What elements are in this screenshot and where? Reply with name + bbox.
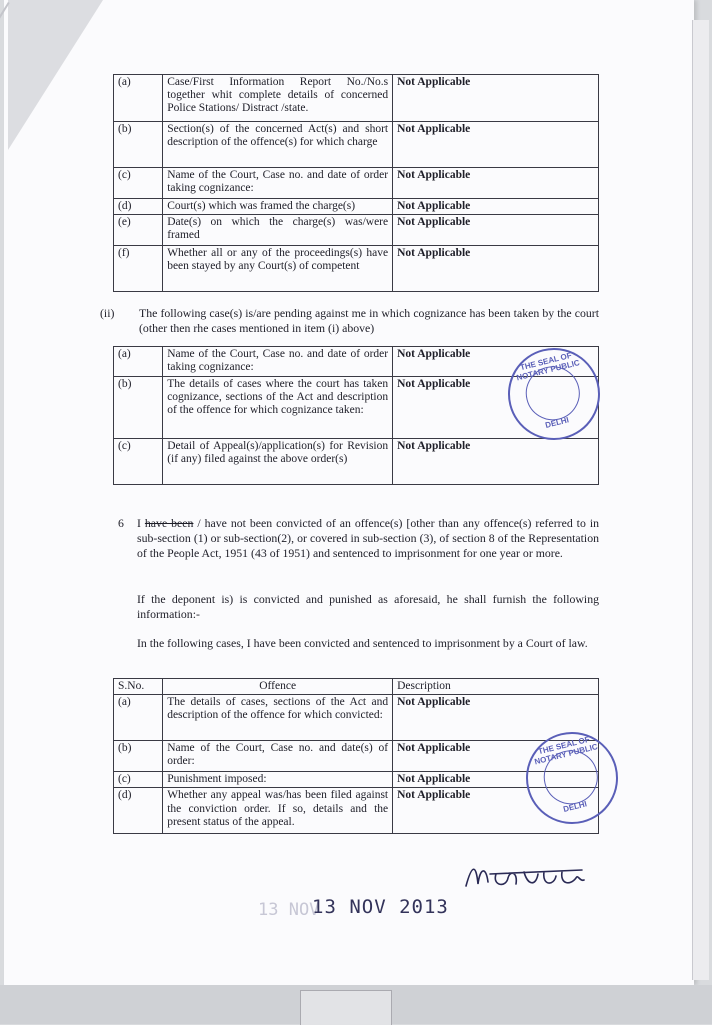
table-row — [114, 168, 599, 199]
row-label: (c) — [114, 168, 163, 199]
row-value: Not Applicable — [393, 788, 599, 834]
row-label: (b) — [114, 377, 163, 439]
page-stack-edge — [692, 20, 709, 980]
handwritten-signature — [462, 856, 592, 901]
column-header: Offence — [163, 679, 393, 695]
row-label: (a) — [114, 695, 163, 741]
row-value: Not Applicable — [393, 215, 599, 246]
row-value: Not Applicable — [393, 168, 599, 199]
row-label: (b) — [114, 122, 163, 168]
row-description: Section(s) of the concerned Act(s) and short description of the offence(s) for which charge — [163, 122, 393, 168]
row-value: Not Applicable — [393, 695, 599, 741]
item-6-pronoun: I — [137, 516, 141, 530]
item-ii-text: The following case(s) is/are pending against me in which cognizance has been taken by the court (other then rhe cases mentioned in item (i) above) — [139, 306, 599, 335]
conviction-paragraph: In the following cases, I have been convicted and sentenced to imprisonment by a Court of law. — [137, 636, 588, 650]
row-label: (e) — [114, 215, 163, 246]
column-header: S.No. — [114, 679, 163, 695]
table-row — [114, 788, 599, 834]
row-value: Not Applicable — [393, 439, 599, 485]
table-row — [114, 122, 599, 168]
deponent-paragraph: If the deponent is) is convicted and punished as aforesaid, he shall furnish the following information:- — [137, 592, 599, 621]
row-description: Name of the Court, Case no. and date(s) of order: — [163, 741, 393, 772]
date-stamp: 13 NOV 2013 — [312, 896, 449, 918]
row-value: Not Applicable — [393, 75, 599, 122]
row-label: (b) — [114, 741, 163, 772]
row-label: (c) — [114, 772, 163, 788]
table-row — [114, 199, 599, 215]
row-label: (a) — [114, 75, 163, 122]
row-value: Not Applicable — [393, 377, 599, 439]
row-label: (a) — [114, 347, 163, 377]
struck-text: have been — [144, 516, 194, 530]
stamp-bottom-text: DELHI — [544, 415, 570, 430]
table-row — [114, 246, 599, 292]
row-value: Not Applicable — [393, 199, 599, 215]
row-label: (c) — [114, 439, 163, 485]
row-description: Name of the Court, Case no. and date of order taking cognizance: — [163, 347, 393, 377]
row-value: Not Applicable — [393, 347, 599, 377]
row-value: Not Applicable — [393, 741, 599, 772]
row-description: Detail of Appeal(s)/application(s) for Revision (if any) filed against the above order(s) — [163, 439, 393, 485]
row-description: The details of cases where the court has taken cognizance, sections of the Act and description of the offence for which cognizance taken: — [163, 377, 393, 439]
row-label: (d) — [114, 199, 163, 215]
table-row — [114, 215, 599, 246]
table-row — [114, 695, 599, 741]
row-value: Not Applicable — [393, 772, 599, 788]
stamp-top-text: THE SEAL OF NOTARY PUBLIC — [533, 734, 599, 767]
stamp-top-text: THE SEAL OF NOTARY PUBLIC — [515, 350, 581, 383]
row-description: Whether any appeal was/has been filed against the conviction order. If so, details and the present status of the appeal. — [163, 788, 393, 834]
item-number: 6 — [118, 516, 124, 530]
stamp-bottom-text: DELHI — [562, 799, 588, 814]
conviction-table — [113, 678, 599, 834]
row-description: Date(s) on which the charge(s) was/were framed — [163, 215, 393, 246]
row-value: Not Applicable — [393, 246, 599, 292]
row-description: Punishment imposed: — [163, 772, 393, 788]
table-row — [114, 741, 599, 772]
row-description: Whether all or any of the proceedings(s) have been stayed by any Court(s) of competent — [163, 246, 393, 292]
row-description: The details of cases, sections of the Act and description of the offence for which convicted: — [163, 695, 393, 741]
item-6-text — [137, 516, 599, 561]
row-label: (f) — [114, 246, 163, 292]
folded-corner — [8, 0, 103, 150]
item-6-body: / have not been convicted of an offence(s) [other than any offence(s) referred to in sub-section (1) or sub-section(2), or covered in sub-section (3), of section 8 of the Representation of the People Act, 1951 (43 of 1951) and sentenced to imprisonment for one year or more. — [137, 516, 599, 560]
row-description: Name of the Court, Case no. and date of order taking cognizance: — [163, 168, 393, 199]
faint-date-stamp: 13 NOV — [258, 900, 320, 920]
row-description: Case/First Information Report No./No.s together whit complete details of concerned Police Stations/ Distract /state. — [163, 75, 393, 122]
criminal-cases-table — [113, 74, 599, 292]
binder-clip — [300, 990, 392, 1025]
row-value: Not Applicable — [393, 122, 599, 168]
row-description: Court(s) which was framed the charge(s) — [163, 199, 393, 215]
table-row — [114, 75, 599, 122]
row-label: (d) — [114, 788, 163, 834]
table-header-row — [114, 679, 599, 695]
signature-drawing — [462, 856, 592, 896]
column-header: Description — [393, 679, 599, 695]
table-row — [114, 439, 599, 485]
item-number: (ii) — [100, 306, 115, 320]
